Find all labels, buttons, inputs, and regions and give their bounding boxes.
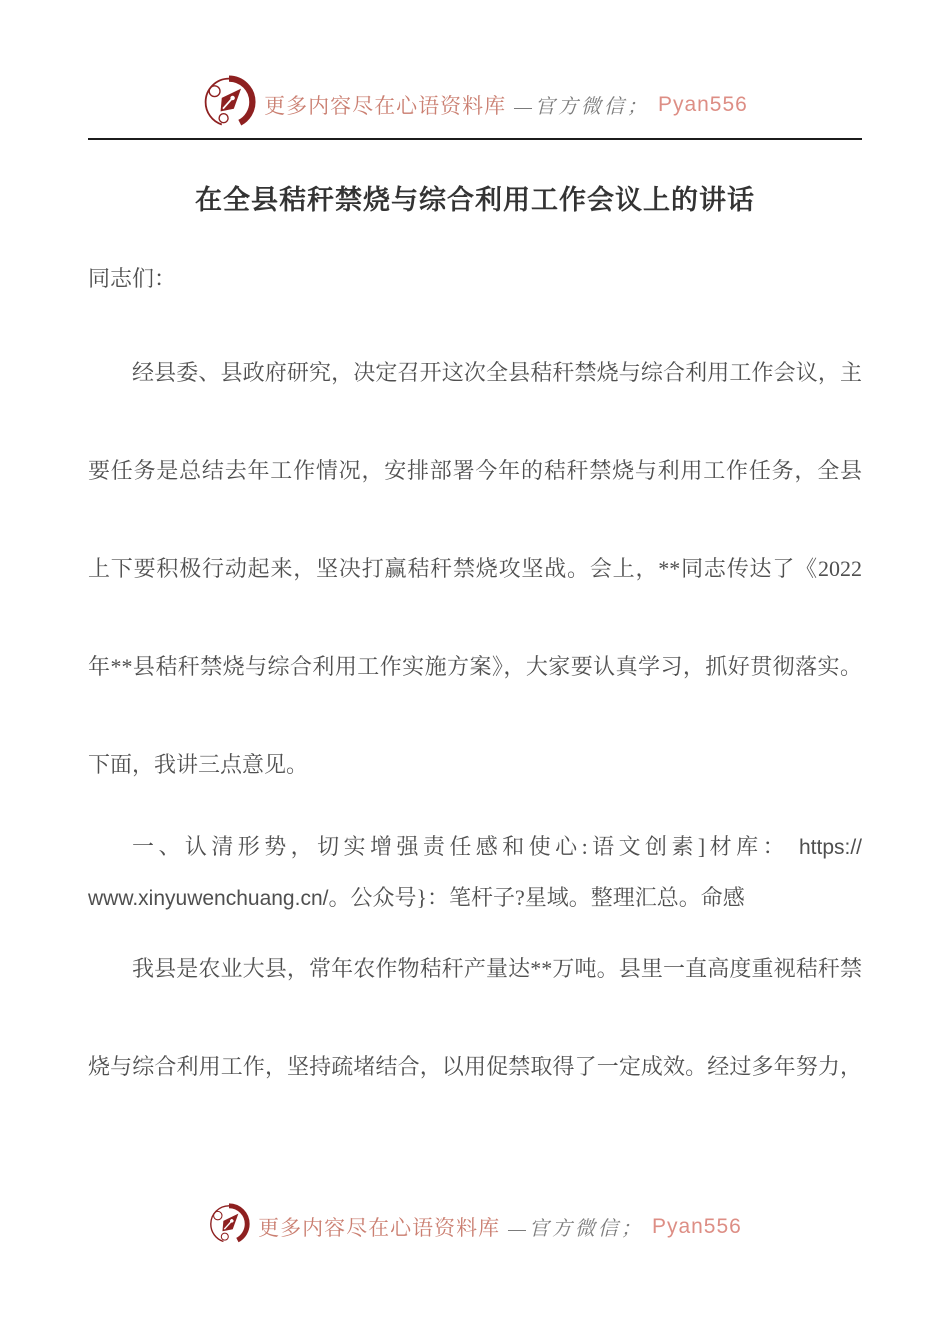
watermark-brand-text: 更多内容尽在心语资料库 [258, 1215, 501, 1240]
paragraph-line: 上下要积极行动起来，坚决打赢秸秆禁烧攻坚战。会上，**同志传达了《2022 [88, 556, 862, 581]
salutation-line: 同志们： [88, 266, 177, 291]
heading-text: 一、认清形势，切实增强责任感和使心:语文创素]材库： [132, 834, 790, 859]
section-heading-1 [88, 822, 862, 924]
watermark-brand-text: 更多内容尽在心语资料库 [264, 93, 507, 118]
pen-logo-icon [208, 1202, 250, 1251]
paragraph-line: 年**县秸秆禁烧与综合利用工作实施方案》，大家要认真学习，抓好贯彻落实。 [88, 654, 862, 679]
watermark-wechat-id: Pyan556 [651, 1214, 742, 1238]
watermark-wechat-id: Pyan556 [657, 92, 748, 116]
pen-logo-icon [202, 74, 256, 135]
paragraph-2 [88, 920, 862, 1116]
watermark-wechat-label: —官方微信； [508, 1218, 644, 1240]
paragraph-line: 烧与综合利用工作，坚持疏堵结合，以用促禁取得了一定成效。经过多年努力， [88, 1054, 862, 1079]
heading-text: 。公众号}：笔杆子?星域。整理汇总。命感 [328, 885, 745, 910]
watermark-wechat-label: —官方微信； [514, 96, 650, 118]
paragraph-1 [88, 324, 862, 814]
paragraph-line: 要任务是总结去年工作情况，安排部署今年的秸秆禁烧与利用工作任务，全县 [88, 458, 862, 483]
paragraph-line: 下面，我讲三点意见。 [88, 752, 309, 777]
url-text: www.xinyuwenchuang.cn/ [88, 887, 329, 910]
url-prefix-text: https:// [798, 836, 862, 859]
header-watermark [0, 74, 950, 135]
heading-line [88, 873, 862, 924]
heading-line [88, 822, 862, 873]
document-title: 在全县秸秆禁烧与综合利用工作会议上的讲话 [195, 185, 755, 215]
paragraph-line: 我县是农业大县，常年农作物秸秆产量达**万吨。县里一直高度重视秸秆禁 [132, 956, 862, 981]
paragraph-line: 经县委、县政府研究，决定召开这次全县秸秆禁烧与综合利用工作会议，主 [132, 360, 862, 385]
footer-watermark [0, 1202, 950, 1251]
header-divider [88, 138, 862, 140]
